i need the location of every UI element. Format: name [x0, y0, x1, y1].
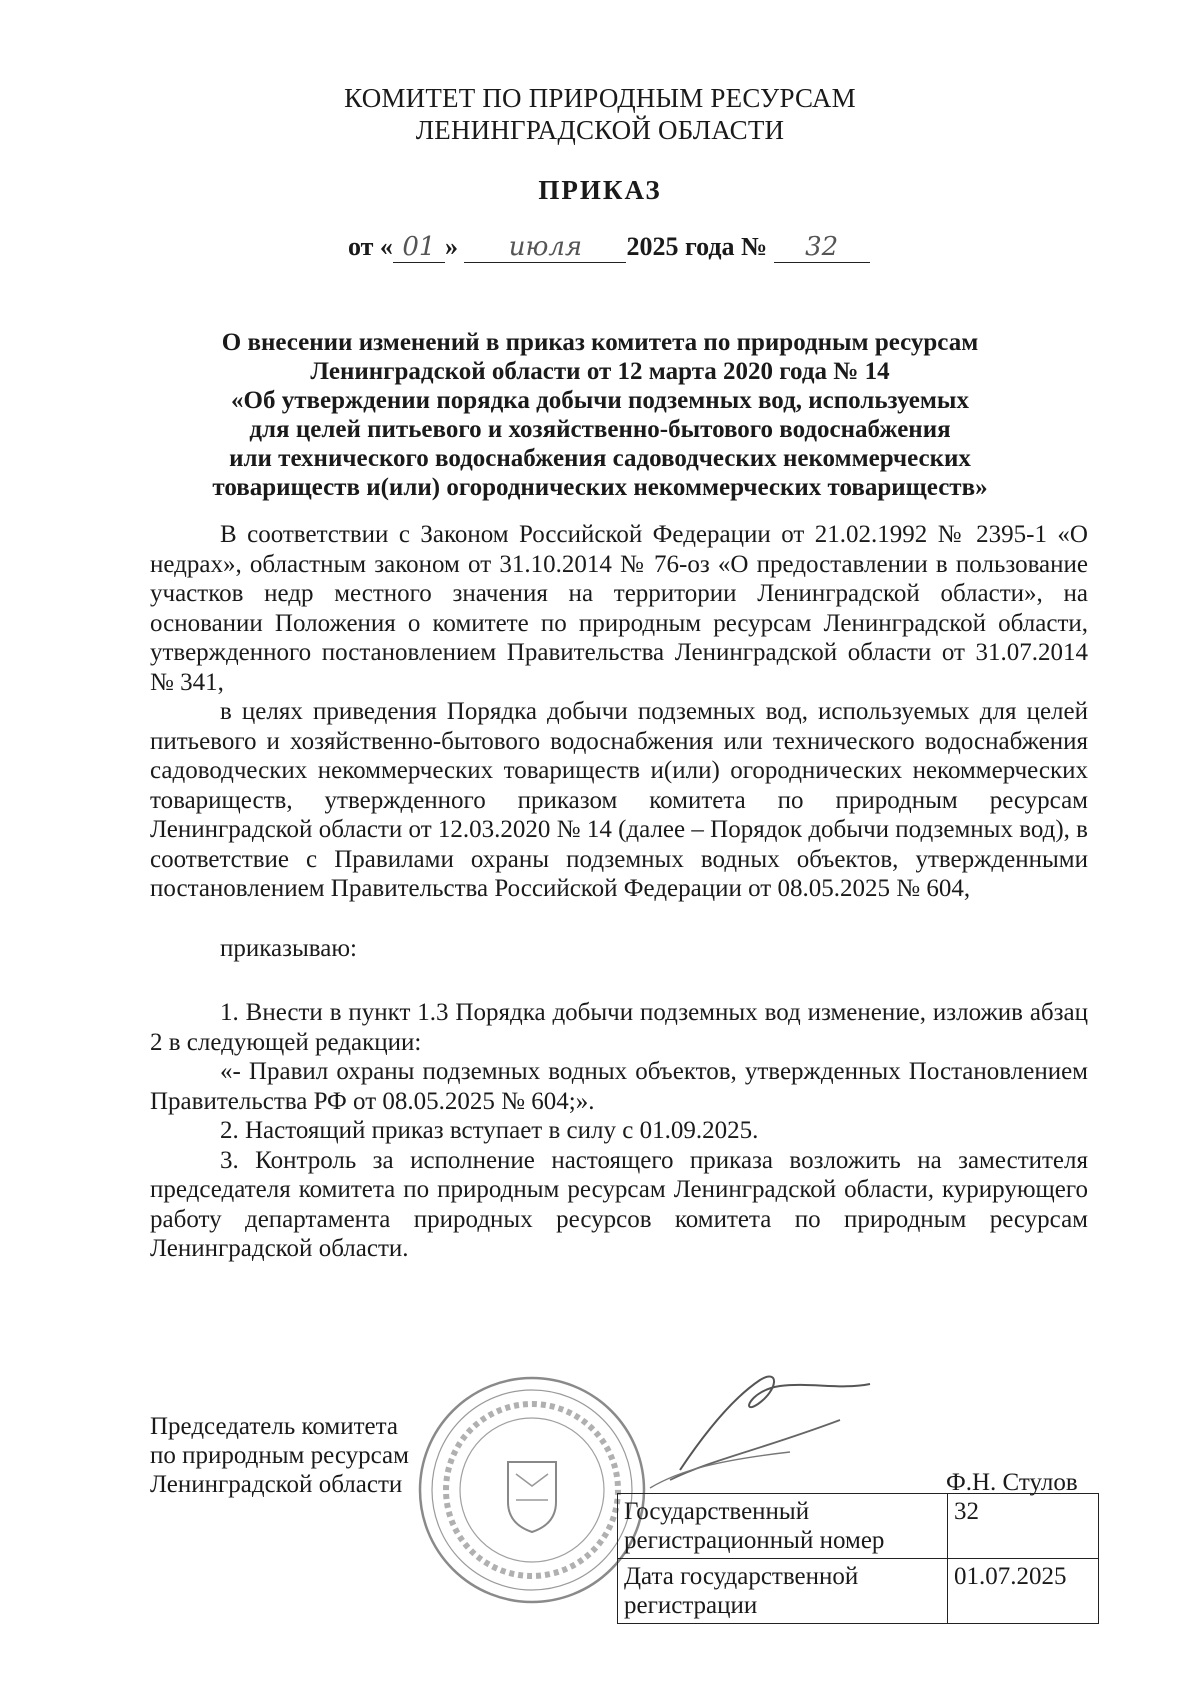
signer-name: Ф.Н. Стулов: [946, 1469, 1078, 1496]
registration-date-value: 01.07.2025: [948, 1559, 1099, 1624]
document-number-handwritten: 32: [774, 232, 870, 263]
date-year: 2025 года №: [626, 232, 768, 261]
order-item-3: 3. Контроль за исполнение настоящего приказа возложить на заместителя председателя комитета по природным ресурсам Ленинградской области, курирующего работу департамента природных ресурсов комитета по природным ресурсам Ленинградской области.: [150, 1146, 1088, 1262]
registration-date-label: Дата государственной регистрации: [618, 1559, 948, 1624]
subject-line: «Об утверждении порядка добычи подземных вод, используемых: [231, 387, 969, 414]
registration-row: [618, 1494, 1099, 1559]
date-day-handwritten: 01: [393, 232, 445, 263]
order-items: [150, 998, 1088, 1264]
registration-number-label: Государственный регистрационный номер: [618, 1494, 948, 1559]
signer-title: [150, 1412, 409, 1499]
registration-row: [618, 1559, 1099, 1624]
order-item-2: 2. Настоящий приказ вступает в силу с 01.09.2025.: [220, 1117, 759, 1144]
org-line-2: ЛЕНИНГРАДСКОЙ ОБЛАСТИ: [415, 115, 785, 145]
date-line: [348, 232, 870, 263]
order-word-block: [150, 934, 1088, 964]
org-line-1: КОМИТЕТ ПО ПРИРОДНЫМ РЕСУРСАМ: [344, 83, 856, 113]
registration-number-value: 32: [948, 1494, 1099, 1559]
official-seal-stamp: [412, 1370, 652, 1610]
paragraph-legal-basis: В соответствии с Законом Российской Федерации от 21.02.1992 № 2395-1 «О недрах», областным законом от 31.10.2014 № 76-оз «О предоставлении в пользование участков недр местного значения на территории Ленинградской области», на основании Положения о комитете по природным ресурсам Ленинградской области, утвержденного постановлением Правительства Ленинградской области от 31.07.2014 № 341,: [150, 521, 1088, 696]
document-subject: [0, 328, 1200, 502]
signer-title-line: Председатель комитета: [150, 1413, 398, 1440]
registration-table: [617, 1493, 1099, 1624]
document-type: ПРИКАЗ: [538, 175, 662, 205]
paragraph-purpose: в целях приведения Порядка добычи подземных вод, используемых для целей питьевого и хозяйственно-бытового водоснабжения или технического водоснабжения садоводческих некоммерческих товариществ и(или) огороднических некоммерческих товариществ, утвержденного приказом комитета по природным ресурсам Ленинградской области от 12.03.2020 № 14 (далее – Порядок добычи подземных вод), в соответствие с Правилами охраны подземных водных объектов, утвержденными постановлением Правительства Российской Федерации от 08.05.2025 № 604,: [150, 698, 1088, 902]
signer-title-line: Ленинградской области: [150, 1471, 403, 1498]
body-text: [150, 520, 1088, 904]
order-item-1: 1. Внести в пункт 1.3 Порядка добычи подземных вод изменение, изложив абзац 2 в следующей редакции:: [150, 999, 1088, 1056]
handwritten-signature: [640, 1360, 880, 1490]
date-prefix: от «: [348, 232, 393, 261]
date-mid: »: [444, 232, 458, 261]
date-month-handwritten: июля: [464, 232, 626, 263]
order-word: приказываю:: [220, 935, 357, 962]
order-item-1-quote: «- Правил охраны подземных водных объектов, утвержденных Постановлением Правительства РФ от 08.05.2025 № 604;».: [150, 1058, 1088, 1115]
subject-line: или технического водоснабжения садоводческих некоммерческих: [229, 445, 971, 472]
subject-line: товариществ и(или) огороднических некоммерческих товариществ»: [212, 474, 988, 501]
organization-name: [0, 82, 1200, 146]
signer-title-line: по природным ресурсам: [150, 1442, 409, 1469]
subject-line: Ленинградской области от 12 марта 2020 года № 14: [310, 358, 890, 385]
subject-line: для целей питьевого и хозяйственно-бытового водоснабжения: [249, 416, 951, 443]
subject-line: О внесении изменений в приказ комитета по природным ресурсам: [221, 329, 979, 356]
